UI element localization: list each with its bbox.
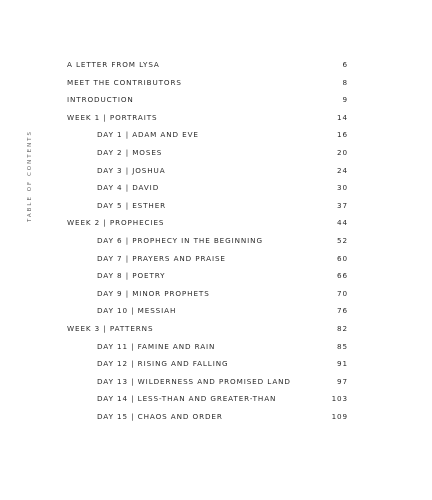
- toc-entry-label: DAY 15 | CHAOS AND ORDER: [97, 411, 223, 421]
- toc-entry-day[interactable]: [0, 285, 432, 303]
- toc-entry-day[interactable]: [0, 144, 432, 162]
- toc-entry-label: WEEK 2 | PROPHECIES: [67, 218, 165, 228]
- toc-entry-section[interactable]: [0, 74, 432, 92]
- toc-entry-section[interactable]: [0, 109, 432, 127]
- toc-entry-page-number: 109: [331, 411, 348, 421]
- toc-entry-day[interactable]: [0, 162, 432, 180]
- toc-entry-page-number: 82: [337, 323, 348, 333]
- table-of-contents: [0, 56, 432, 425]
- toc-entry-label: DAY 1 | ADAM AND EVE: [97, 130, 199, 140]
- toc-entry-day[interactable]: [0, 197, 432, 215]
- toc-entry-day[interactable]: [0, 338, 432, 356]
- toc-entry-day[interactable]: [0, 179, 432, 197]
- toc-entry-page-number: 20: [337, 147, 348, 157]
- toc-entry-day[interactable]: [0, 232, 432, 250]
- toc-entry-day[interactable]: [0, 355, 432, 373]
- toc-entry-label: WEEK 3 | PATTERNS: [67, 323, 154, 333]
- toc-entry-section[interactable]: [0, 56, 432, 74]
- toc-entry-label: DAY 12 | RISING AND FALLING: [97, 359, 229, 369]
- toc-entry-label: DAY 4 | DAVID: [97, 183, 160, 193]
- toc-entry-page-number: 37: [337, 200, 348, 210]
- toc-entry-label: DAY 5 | ESTHER: [97, 200, 167, 210]
- toc-entry-page-number: 9: [342, 95, 348, 105]
- toc-entry-label: DAY 11 | FAMINE AND RAIN: [97, 341, 216, 351]
- toc-entry-label: DAY 13 | WILDERNESS AND PROMISED LAND: [97, 376, 291, 386]
- toc-entry-page-number: 52: [337, 235, 348, 245]
- toc-entry-label: DAY 2 | MOSES: [97, 147, 163, 157]
- toc-entry-label: DAY 14 | LESS-THAN AND GREATER-THAN: [97, 394, 277, 404]
- toc-entry-section[interactable]: [0, 91, 432, 109]
- toc-entry-page-number: 103: [331, 394, 348, 404]
- side-section-label: TABLE OF CONTENTS: [27, 129, 33, 223]
- toc-entry-label: DAY 9 | MINOR PROPHETS: [97, 288, 210, 298]
- toc-entry-day[interactable]: [0, 250, 432, 268]
- toc-entry-section[interactable]: [0, 320, 432, 338]
- toc-entry-page-number: 24: [337, 165, 348, 175]
- toc-entry-label: INTRODUCTION: [67, 95, 134, 105]
- toc-entry-label: WEEK 1 | PORTRAITS: [67, 112, 158, 122]
- toc-entry-page-number: 76: [337, 306, 348, 316]
- toc-entry-page-number: 70: [337, 288, 348, 298]
- toc-entry-day[interactable]: [0, 267, 432, 285]
- toc-entry-page-number: 91: [337, 359, 348, 369]
- toc-entry-page-number: 30: [337, 183, 348, 193]
- toc-entry-day[interactable]: [0, 408, 432, 426]
- toc-entry-day[interactable]: [0, 373, 432, 391]
- toc-entry-label: DAY 8 | POETRY: [97, 271, 166, 281]
- toc-entry-day[interactable]: [0, 126, 432, 144]
- toc-entry-page-number: 44: [337, 218, 348, 228]
- toc-entry-section[interactable]: [0, 214, 432, 232]
- toc-entry-label: DAY 7 | PRAYERS AND PRAISE: [97, 253, 226, 263]
- toc-entry-page-number: 60: [337, 253, 348, 263]
- toc-entry-label: A LETTER FROM LYSA: [67, 60, 160, 69]
- toc-entry-page-number: 16: [337, 130, 348, 140]
- toc-entry-page-number: 14: [337, 112, 348, 122]
- toc-entry-label: DAY 3 | JOSHUA: [97, 165, 166, 175]
- toc-entry-label: DAY 10 | MESSIAH: [97, 306, 177, 316]
- toc-entry-day[interactable]: [0, 302, 432, 320]
- toc-entry-page-number: 6: [342, 60, 348, 69]
- toc-entry-page-number: 8: [342, 77, 348, 87]
- toc-entry-label: MEET THE CONTRIBUTORS: [67, 77, 182, 87]
- toc-entry-page-number: 66: [337, 271, 348, 281]
- toc-entry-page-number: 97: [337, 376, 348, 386]
- toc-entry-page-number: 85: [337, 341, 348, 351]
- toc-entry-label: DAY 6 | PROPHECY IN THE BEGINNING: [97, 235, 263, 245]
- toc-entry-day[interactable]: [0, 390, 432, 408]
